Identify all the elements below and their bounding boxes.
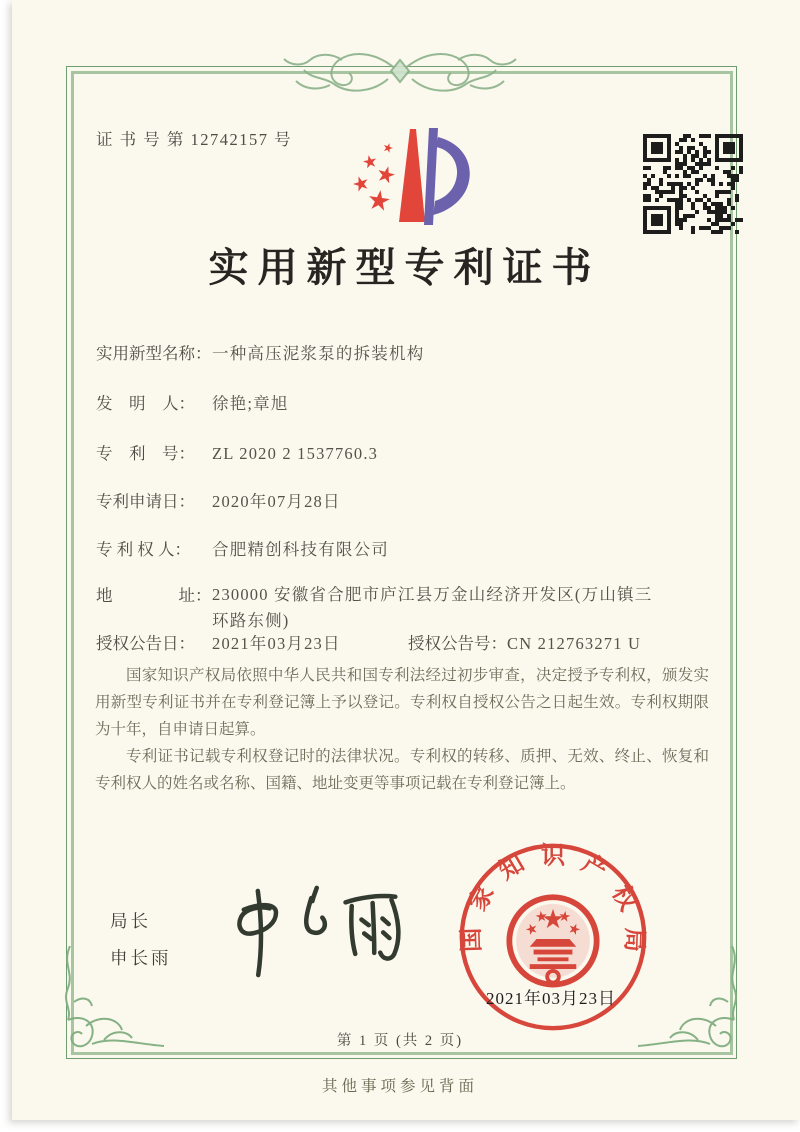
field-value: 合肥精创科技有限公司 bbox=[212, 540, 389, 559]
seal-text: 国家知识产权局 bbox=[457, 842, 649, 953]
legal-text-block bbox=[95, 662, 709, 797]
field-label: 实用新型名称： bbox=[96, 344, 212, 363]
field-row-grant bbox=[96, 630, 642, 654]
field-value: 徐艳;章旭 bbox=[212, 394, 289, 413]
cnipa-logo-icon bbox=[340, 122, 470, 234]
field-row-patent-number bbox=[96, 440, 378, 464]
field-label: 地 址： bbox=[96, 586, 212, 605]
field-value: 2021年03月23日 bbox=[212, 634, 341, 653]
field-value: 一种高压泥浆泵的拆装机构 bbox=[212, 344, 425, 363]
back-side-note: 其他事项参见背面 bbox=[321, 1078, 478, 1095]
commissioner-signature bbox=[215, 876, 415, 986]
field-label: 专 利 权 人： bbox=[96, 540, 191, 559]
qr-code bbox=[643, 134, 743, 234]
national-emblem-icon bbox=[509, 897, 596, 984]
field-label: 授权公告日： bbox=[96, 634, 195, 653]
certificate-number: 证 书 号 第 12742157 号 bbox=[96, 130, 293, 149]
field-value: ZL 2020 2 1537760.3 bbox=[212, 444, 379, 463]
field-row-address bbox=[96, 582, 654, 634]
legal-paragraph-2: 专利证书记载专利权登记时的法律状况。专利权的转移、质押、无效、终止、恢复和专利权人的姓名或名称、国籍、地址变更等事项记载在专利登记簿上。 bbox=[95, 748, 709, 792]
top-flourish-ornament bbox=[220, 33, 580, 111]
field-value: CN 212763271 U bbox=[507, 634, 642, 653]
field-row-patentee bbox=[96, 536, 389, 560]
field-label: 专利申请日： bbox=[96, 492, 195, 511]
field-label: 授权公告号： bbox=[408, 634, 507, 653]
seal-date: 2021年03月23日 bbox=[486, 989, 616, 1008]
field-row-inventor bbox=[96, 390, 289, 414]
page-number: 第 1 页 (共 2 页) bbox=[336, 1033, 464, 1049]
grant-number-group bbox=[408, 630, 641, 654]
field-value: 2020年07月28日 bbox=[212, 492, 341, 511]
field-value: 230000 安徽省合肥市庐江县万金山经济开发区(万山镇三环路东侧) bbox=[212, 585, 653, 630]
commissioner-title: 局长 bbox=[110, 911, 151, 931]
field-label: 发 明 人： bbox=[96, 394, 195, 413]
field-label: 专 利 号： bbox=[96, 444, 195, 463]
field-row-name bbox=[96, 340, 424, 364]
certificate-title: 实用新型专利证书 bbox=[208, 245, 601, 290]
commissioner-name: 申长雨 bbox=[110, 948, 172, 968]
field-row-filing-date bbox=[96, 488, 341, 512]
legal-paragraph-1: 国家知识产权局依照中华人民共和国专利法经过初步审查，决定授予专利权，颁发实用新型专利证书并在专利登记簿上予以登记。专利权自授权公告之日起生效。专利权期限为十年，自申请日起算。 bbox=[95, 667, 709, 738]
commissioner-block bbox=[110, 903, 172, 977]
